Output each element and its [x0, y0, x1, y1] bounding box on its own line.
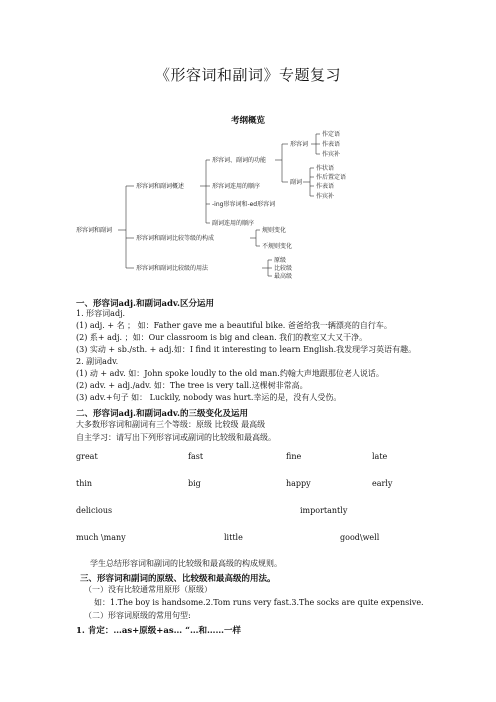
section1-heading: 一、形容词adj.和副词adv.区分运用 [76, 299, 214, 309]
mm-adj-pred: 作表语 [322, 141, 341, 148]
word-early: early [372, 479, 393, 488]
mm-functions: 形容词、副词的功能 [212, 157, 267, 164]
mm-positive: 原级 [274, 257, 287, 264]
mm-branch-overview: 形容词和副词概述 [136, 183, 185, 190]
word-fine: fine [286, 452, 302, 461]
word-importantly: importantly [300, 506, 348, 515]
s1-adj-rule1: (1) adj. + 名 ； 如：Father gave me a beautiful bike. 爸爸给我一辆漂亮的自行车。 [76, 321, 392, 330]
mm-adv: 副词 [290, 179, 303, 186]
mm-adj-attr: 作定语 [322, 131, 341, 138]
s1-adj-rule3: (3) 实动 + sb./sth. + adj.如：I find it interesting to learn English.我发现学习英语有趣。 [76, 345, 417, 354]
word-late: late [372, 452, 388, 461]
s1-adv-rule3: (3) adv.+句子 如： Luckily, nobody was hurt.幸运的是，没有人受伤。 [76, 393, 342, 402]
s3-sub1: （一）没有比较通常用原形（原级） [84, 585, 212, 594]
mm-branch-formation: 形容词和副词比较等级的构成 [136, 235, 215, 242]
s3-affirmative: 1. 肯定：…as+原级+as… “…和……一样 [76, 626, 242, 636]
mm-adj-order: 形容词连用的顺序 [212, 183, 261, 190]
mm-adv-adverbial: 作状语 [316, 165, 335, 172]
word-delicious: delicious [76, 506, 113, 515]
s2-task: 自主学习：请写出下列形容词或副词的比较级和最高级。 [76, 433, 276, 442]
word-great: great [76, 452, 98, 461]
outline-title: 考纲概览 [230, 116, 265, 126]
mm-root: 形容词和副词 [76, 227, 113, 234]
mm-adv-pred: 作表语 [316, 183, 335, 190]
s2-intro: 大多数形容词和副词有三个等级：原级 比较级 最高级 [76, 420, 266, 429]
mm-branch-usage: 形容词和副词比较级的用法 [136, 265, 209, 272]
word-much-many: much \many [76, 533, 126, 542]
mm-superlative: 最高级 [274, 273, 293, 280]
s2-summary: 学生总结形容词和副词的比较级和最高级的构成规则。 [90, 559, 282, 568]
s1-adv-rule1: (1) 动 + adv. 如：John spoke loudly to the old man.约翰大声地跟那位老人说话。 [76, 369, 384, 378]
section3-heading: 三、形容词和副词的原级、比较级和最高级的用法。 [80, 574, 276, 584]
s1-adv-title: 2. 副词adv. [76, 357, 119, 366]
mm-irregular: 不规则变化 [262, 243, 293, 250]
word-big: big [188, 479, 201, 488]
mm-adj-oc: 作宾补 [322, 151, 341, 158]
document-title: 《形容词和副词》专题复习 [154, 66, 341, 84]
s1-adv-rule2: (2) adv. + adj./adv. 如：The tree is very tall.这棵树非常高。 [76, 381, 308, 390]
mm-adv-oc: 作宾补 [316, 193, 335, 200]
s3-examples: 如：1.The boy is handsome.2.Tom runs very fast.3.The socks are quite expensive. [94, 598, 424, 607]
mm-regular: 规则变化 [262, 227, 287, 234]
mm-comparative: 比较级 [274, 265, 293, 272]
word-good-well: good\well [340, 533, 380, 542]
word-little: little [224, 533, 243, 542]
mm-adv-post-attr: 作后置定语 [316, 174, 347, 181]
mm-ing-ed: -ing形容词和-ed形容词 [212, 201, 276, 208]
word-happy: happy [286, 479, 311, 488]
word-fast: fast [188, 452, 204, 461]
s1-adj-title: 1. 形容词adj. [76, 309, 126, 318]
s3-sub2: （二）形容词原级的常用句型: [84, 611, 191, 620]
word-thin: thin [76, 479, 93, 488]
mm-adj: 形容词 [290, 141, 309, 148]
mm-adv-order: 副词连用的顺序 [212, 220, 255, 227]
mindmap-diagram [0, 128, 496, 288]
s1-adj-rule2: (2) 系+ adj. ；如：Our classroom is big and clean. 我们的教室又大又干净。 [76, 333, 368, 342]
section2-heading: 二、形容词adj.和副词adv.的三级变化及运用 [76, 409, 248, 419]
